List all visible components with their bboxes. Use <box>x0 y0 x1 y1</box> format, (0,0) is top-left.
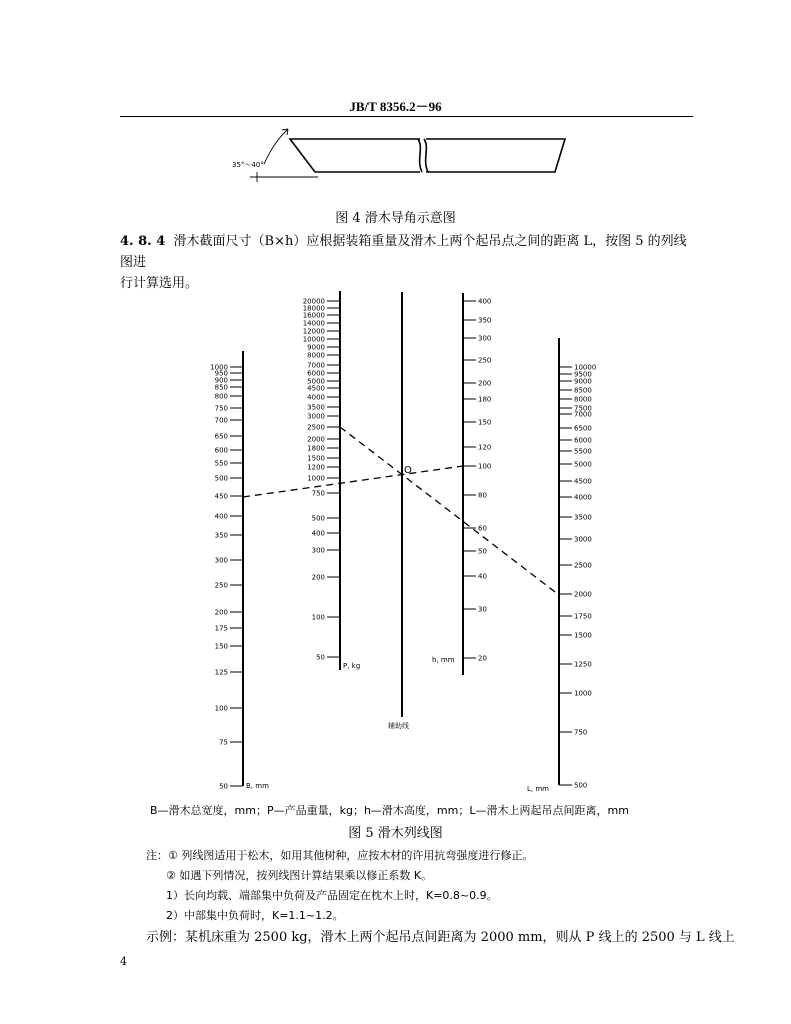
construction-line-1 <box>243 463 463 497</box>
p-scale-tick-label: 14000 <box>302 319 325 328</box>
example-text: 示例：某机床重为 2500 kg，滑木上两个起吊点间距离为 2000 mm，则从 P 线上的 2500 与 L 线上 <box>146 930 735 945</box>
p-scale-tick-label: 3500 <box>307 403 325 412</box>
p-axis-unit: P, kg <box>343 662 361 670</box>
h-scale-tick-label: 200 <box>478 379 492 388</box>
p-scale-tick-label: 9000 <box>307 343 325 352</box>
b-scale-tick-label: 400 <box>214 512 228 521</box>
p-scale-tick-label: 50 <box>316 653 325 662</box>
b-scale-tick-label: 700 <box>214 416 228 425</box>
b-scale-tick-label: 550 <box>214 459 228 468</box>
figure5-nomogram <box>0 280 791 800</box>
l-scale-tick-label: 500 <box>574 781 588 790</box>
paragraph-text: 滑木截面尺寸（B×h）应根据装箱重量及滑木上两个起吊点之间的距离 L，按图 5 的列线图进 <box>120 234 687 270</box>
l-scale-tick-label: 8500 <box>574 386 592 395</box>
note-1: 注：① 列线图适用于松木，如用其他树种，应按木材的许用抗弯强度进行修正。 <box>146 849 534 862</box>
p-scale-tick-label: 1000 <box>307 474 325 483</box>
h-scale-tick-label: 80 <box>478 491 487 500</box>
b-scale-tick-label: 950 <box>214 369 228 378</box>
h-scale-tick-label: 250 <box>478 356 492 365</box>
b-scale-tick-label: 900 <box>214 376 228 385</box>
paragraph-text-2: 行计算选用。 <box>120 276 199 291</box>
p-scale-tick-label: 2500 <box>307 423 325 432</box>
b-scale-tick-label: 450 <box>214 492 228 501</box>
figure4-caption: 图 4 滑木导角示意图 <box>335 211 456 226</box>
l-scale-tick-label: 5500 <box>574 447 592 456</box>
b-scale-tick-label: 600 <box>214 446 228 455</box>
b-scale-tick-label: 50 <box>219 782 228 791</box>
b-scale-tick-label: 250 <box>214 581 228 590</box>
header-rule <box>120 116 693 117</box>
p-scale-tick-label: 7000 <box>307 361 325 370</box>
l-scale-tick-label: 3000 <box>574 535 592 544</box>
l-scale-tick-label: 7000 <box>574 410 592 419</box>
l-scale-tick-label: 1500 <box>574 631 592 640</box>
p-scale-tick-label: 4500 <box>307 384 325 393</box>
p-scale-tick-label: 5000 <box>307 377 325 386</box>
b-scale-tick-label: 750 <box>214 404 228 413</box>
l-scale-tick-label: 750 <box>574 728 588 737</box>
page-header: JB/T 8356.2－96 <box>349 99 442 114</box>
figure5-caption: 图 5 滑木列线图 <box>348 826 443 841</box>
page-number: 4 <box>120 955 127 968</box>
p-scale-tick-label: 12000 <box>302 327 325 336</box>
section-number: 4. 8. 4 <box>120 234 166 249</box>
p-scale-tick-label: 10000 <box>302 335 325 344</box>
p-scale-tick-label: 6000 <box>307 369 325 378</box>
l-scale-tick-label: 5000 <box>574 460 592 469</box>
h-scale-tick-label: 300 <box>478 334 492 343</box>
l-scale-tick-label: 8000 <box>574 395 592 404</box>
l-scale-ticks <box>559 364 596 790</box>
h-scale-tick-label: 100 <box>478 462 492 471</box>
construction-line-2 <box>340 427 559 595</box>
b-scale-tick-label: 1000 <box>210 363 228 372</box>
h-scale-tick-label: 150 <box>478 418 492 427</box>
b-scale-tick-label: 800 <box>214 392 228 401</box>
b-scale-tick-label: 100 <box>214 704 228 713</box>
p-scale-tick-label: 4000 <box>307 393 325 402</box>
b-scale-tick-label: 200 <box>214 608 228 617</box>
p-scale-tick-label: 8000 <box>307 351 325 360</box>
l-scale-tick-label: 4500 <box>574 477 592 486</box>
h-scale-ticks <box>463 298 491 663</box>
b-scale-tick-label: 500 <box>214 474 228 483</box>
b-scale-tick-label: 125 <box>214 668 228 677</box>
p-scale-tick-label: 3000 <box>307 412 325 421</box>
h-scale-tick-label: 40 <box>478 572 487 581</box>
note-3: 1）长向均载、端部集中负荷及产品固定在枕木上时，K=0.8~0.9。 <box>166 889 498 902</box>
h-scale-tick-label: 50 <box>478 547 487 556</box>
b-scale-tick-label: 350 <box>214 531 228 540</box>
h-axis-unit: h, mm <box>432 656 455 664</box>
figure4-diagram <box>230 122 575 184</box>
l-scale-tick-label: 10000 <box>574 363 597 372</box>
chamfer-angle-label: 35°～40° <box>232 161 264 169</box>
p-scale-tick-label: 20000 <box>302 297 325 306</box>
p-scale-tick-label: 200 <box>311 573 325 582</box>
l-scale-tick-label: 2500 <box>574 561 592 570</box>
l-scale-tick-label: 1250 <box>574 660 592 669</box>
point-o-label: O <box>404 465 412 476</box>
p-scale-tick-label: 1200 <box>307 463 325 472</box>
p-scale-tick-label: 2000 <box>307 435 325 444</box>
l-scale-tick-label: 9000 <box>574 377 592 386</box>
h-scale-tick-label: 120 <box>478 443 492 452</box>
h-scale-tick-label: 350 <box>478 316 492 325</box>
l-scale-tick-label: 7500 <box>574 404 592 413</box>
p-scale-tick-label: 300 <box>311 546 325 555</box>
p-scale-ticks <box>303 298 340 662</box>
l-scale-tick-label: 1750 <box>574 612 592 621</box>
b-scale-tick-label: 75 <box>219 738 228 747</box>
h-scale-tick-label: 30 <box>478 605 487 614</box>
l-scale-tick-label: 9500 <box>574 370 592 379</box>
b-scale-tick-label: 850 <box>214 383 228 392</box>
p-scale-tick-label: 100 <box>311 613 325 622</box>
h-scale-tick-label: 400 <box>478 297 492 306</box>
l-scale-tick-label: 3500 <box>574 513 592 522</box>
h-scale-tick-label: 180 <box>478 395 492 404</box>
b-scale-tick-label: 150 <box>214 642 228 651</box>
aux-line-label: 辅助线 <box>388 722 409 730</box>
p-scale-tick-label: 1500 <box>307 454 325 463</box>
l-scale-tick-label: 6500 <box>574 424 592 433</box>
l-scale-tick-label: 2000 <box>574 590 592 599</box>
p-scale-tick-label: 18000 <box>302 304 325 313</box>
p-scale-tick-label: 750 <box>311 489 325 498</box>
p-scale-tick-label: 1800 <box>307 444 325 453</box>
h-scale-tick-label: 20 <box>478 654 487 663</box>
l-scale-tick-label: 1000 <box>574 689 592 698</box>
b-scale-tick-label: 300 <box>214 556 228 565</box>
note-2: ② 如遇下列情况，按列线图计算结果乘以修正系数 K。 <box>166 869 433 882</box>
p-scale-tick-label: 400 <box>311 529 325 538</box>
l-scale-tick-label: 6000 <box>574 436 592 445</box>
h-scale-tick-label: 60 <box>478 524 487 533</box>
b-scale-tick-label: 650 <box>214 432 228 441</box>
figure5-legend: B—滑木总宽度，mm；P—产品重量，kg；h—滑木高度，mm；L—滑木上两起吊点间距离，mm <box>150 804 629 817</box>
l-scale-tick-label: 4000 <box>574 493 592 502</box>
b-scale-ticks <box>210 364 243 791</box>
b-axis-unit: B, mm <box>246 782 269 790</box>
p-scale-tick-label: 500 <box>311 514 325 523</box>
p-scale-tick-label: 16000 <box>302 311 325 320</box>
b-scale-tick-label: 175 <box>214 624 228 633</box>
l-axis-unit: L, mm <box>527 785 549 793</box>
note-4: 2）中部集中负荷时，K=1.1~1.2。 <box>166 909 344 922</box>
